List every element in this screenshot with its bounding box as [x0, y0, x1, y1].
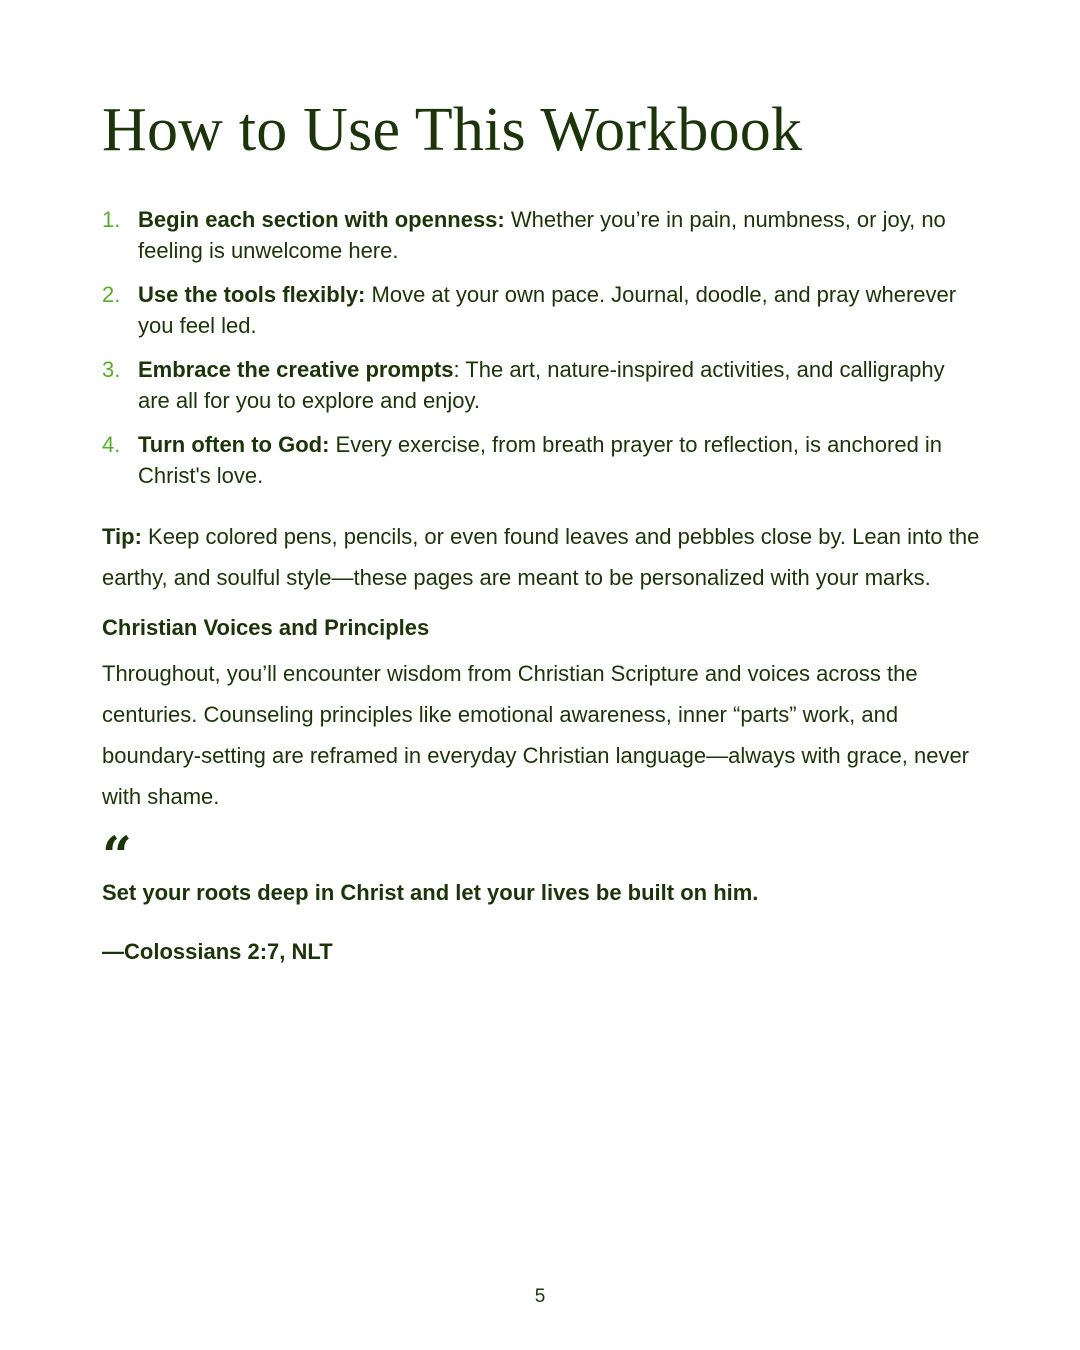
step-number: 1.	[102, 207, 121, 232]
step-heading: Use the tools flexibly:	[138, 282, 366, 307]
list-item	[102, 279, 982, 341]
page-number: 5	[534, 1286, 546, 1307]
step-heading: Begin each section with openness:	[138, 207, 505, 232]
step-text	[138, 429, 982, 491]
list-item	[102, 354, 982, 416]
step-body: Move at your own pace. Journal, doodle, and pray wherever you feel led.	[138, 282, 957, 338]
quote-mark-icon: “	[102, 826, 132, 887]
page-title: How to Use This Workbook	[102, 96, 803, 164]
step-text	[138, 279, 982, 341]
list-item	[102, 204, 982, 266]
page-content	[102, 92, 982, 967]
section-body: Throughout, you’ll encounter wisdom from Christian Scripture and voices across the centuries. Counseling principles like emotional awareness, inner “parts” work, and boundary-setting are reframed in everyday Christian language—always with grace, never with shame.	[102, 661, 970, 809]
step-number: 2.	[102, 282, 121, 307]
tip-label: Tip:	[102, 524, 142, 549]
step-text	[138, 204, 982, 266]
quote-source: —Colossians 2:7, NLT	[102, 939, 333, 964]
scripture-quote: Set your roots deep in Christ and let your lives be built on him.	[102, 880, 759, 905]
step-body: Every exercise, from breath prayer to reflection, is anchored in Christ's love.	[138, 432, 943, 488]
section-heading: Christian Voices and Principles	[102, 615, 430, 640]
step-text	[138, 354, 982, 416]
steps-list	[102, 204, 982, 491]
tip-text: Keep colored pens, pencils, or even found leaves and pebbles close by. Lean into the earthy, and soulful style—these pages are meant to be personalized with your marks.	[102, 524, 980, 590]
step-body: Whether you’re in pain, numbness, or joy, no feeling is unwelcome here.	[138, 207, 946, 263]
list-item	[102, 429, 982, 491]
step-number: 3.	[102, 357, 121, 382]
step-number: 4.	[102, 432, 121, 457]
step-heading: Embrace the creative prompts	[138, 357, 454, 382]
step-body: : The art, nature-inspired activities, and calligraphy are all for you to explore and enjoy.	[138, 357, 945, 413]
step-heading: Turn often to God:	[138, 432, 330, 457]
tip-paragraph	[102, 516, 982, 598]
